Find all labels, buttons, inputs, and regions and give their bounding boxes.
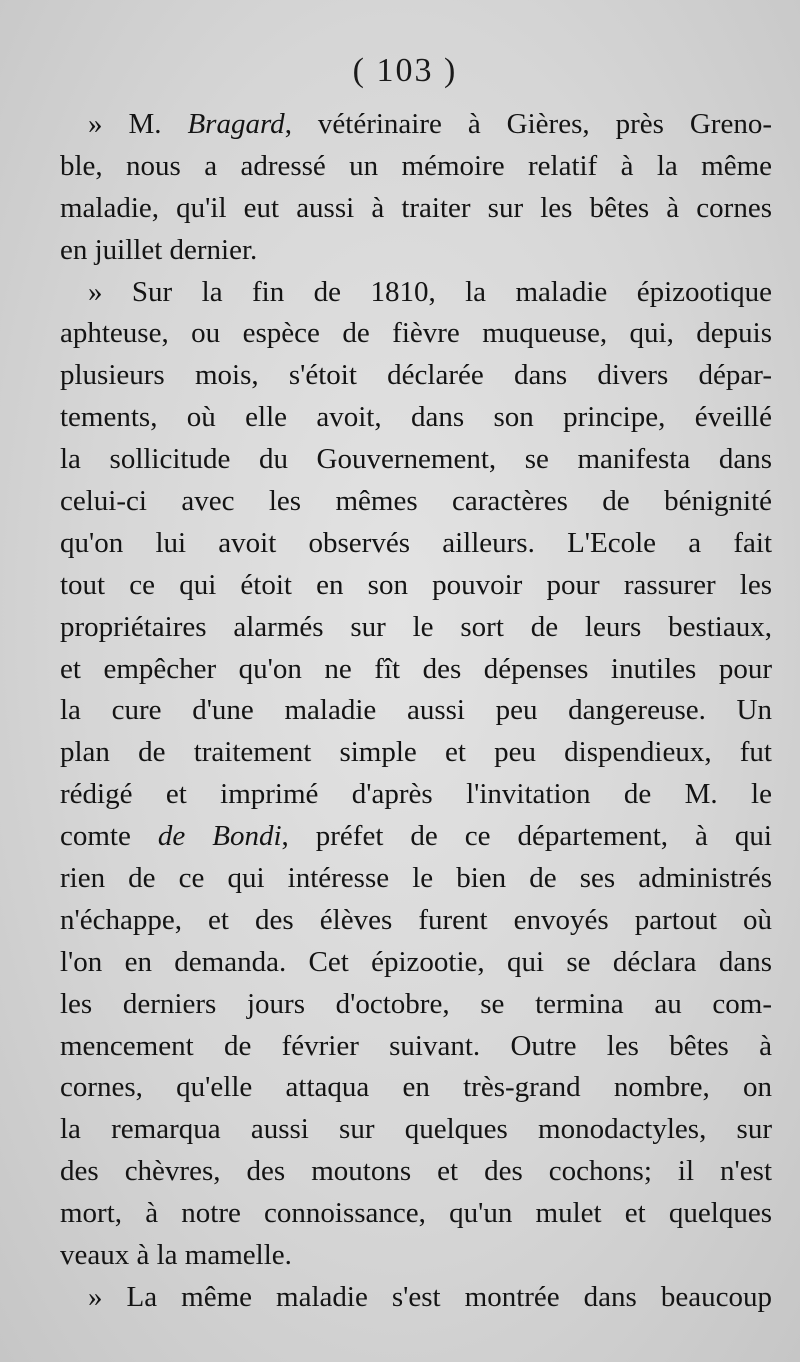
text-line: [60, 523, 772, 565]
text-line-segment: comte: [60, 820, 158, 853]
text-line-segment: mort, à notre connoissance, qu'un mulet et quelques: [60, 1197, 772, 1230]
text-line-segment: la sollicitude du Gouvernement, se manifesta dans: [60, 443, 772, 476]
text-line: [60, 272, 772, 314]
text-line-segment: » M.: [88, 108, 188, 140]
text-line: [60, 313, 772, 355]
text-line: [60, 858, 772, 900]
text-line-segment: l'on en demanda. Cet épizootie, qui se déclara dans: [60, 945, 772, 978]
text-line-segment: rien de ce qui intéresse le bien de ses administrés: [60, 862, 772, 895]
text-line-segment: rédigé et imprimé d'après l'invitation de M. le: [60, 778, 772, 811]
text-line-segment: celui-ci avec les mêmes caractères de bénignité: [60, 485, 772, 518]
text-line: [60, 230, 772, 272]
text-line: [60, 984, 772, 1026]
text-line: [60, 1193, 772, 1235]
text-line: [60, 1151, 772, 1193]
text-line-segment: aphteuse, ou espèce de fièvre muqueuse, qui, depuis: [60, 317, 772, 350]
text-line: [60, 565, 772, 607]
text-line-segment: des chèvres, des moutons et des cochons; il n'est: [60, 1155, 772, 1188]
text-line: [60, 942, 772, 984]
text-line: [60, 900, 772, 942]
text-line: [60, 188, 772, 230]
text-line: [60, 1235, 772, 1277]
text-line-segment: , préfet de ce département, à qui: [281, 820, 772, 853]
body-text: [60, 104, 772, 1319]
text-line-segment: , vétérinaire à Gières, près Greno-: [284, 108, 772, 140]
text-line-segment: » Sur la fin de 1810, la maladie épizootique: [88, 275, 772, 308]
text-line-segment: tout ce qui étoit en son pouvoir pour rassurer les: [60, 568, 772, 601]
text-line: [60, 816, 772, 858]
text-line-segment: n'échappe, et des élèves furent envoyés partout où: [60, 903, 772, 936]
text-line: [60, 397, 772, 439]
text-line: [60, 104, 772, 146]
text-line: [60, 607, 772, 649]
italic-name: de Bondi: [157, 820, 282, 853]
text-line-segment: cornes, qu'elle attaqua en très-grand nombre, on: [60, 1071, 772, 1104]
text-line: [60, 1026, 772, 1068]
text-line: [60, 1067, 772, 1109]
text-line: [60, 732, 772, 774]
text-line: [60, 690, 772, 732]
text-line: [60, 774, 772, 816]
text-line: [60, 1109, 772, 1151]
text-line-segment: propriétaires alarmés sur le sort de leurs bestiaux,: [60, 610, 772, 643]
italic-name: Bragard: [187, 108, 285, 140]
text-line-segment: plan de traitement simple et peu dispendieux, fut: [60, 736, 772, 769]
text-line-segment: maladie, qu'il eut aussi à traiter sur les bêtes à cornes: [60, 191, 772, 224]
text-line-segment: mencement de février suivant. Outre les bêtes à: [60, 1029, 772, 1062]
text-line-segment: qu'on lui avoit observés ailleurs. L'Ecole a fait: [60, 526, 772, 559]
text-line: [60, 439, 772, 481]
text-line-segment: plusieurs mois, s'étoit déclarée dans divers dépar-: [60, 359, 772, 392]
text-line: [60, 1277, 772, 1319]
text-line-segment: la remarqua aussi sur quelques monodactyles, sur: [60, 1113, 772, 1146]
text-line-segment: la cure d'une maladie aussi peu dangereuse. Un: [60, 694, 772, 727]
text-line-segment: ble, nous a adressé un mémoire relatif à la même: [60, 149, 772, 182]
text-line: [60, 481, 772, 523]
text-line-segment: » La même maladie s'est montrée dans beaucoup: [88, 1280, 772, 1313]
text-line-segment: tements, où elle avoit, dans son principe, éveillé: [60, 401, 772, 434]
text-line-segment: et empêcher qu'on ne fît des dépenses inutiles pour: [60, 652, 772, 685]
page-number: ( 103 ): [352, 52, 458, 89]
text-line-segment: en juillet dernier.: [60, 233, 258, 266]
text-line-segment: les derniers jours d'octobre, se termina au com-: [60, 987, 772, 1020]
text-line: [60, 355, 772, 397]
text-line: [60, 146, 772, 188]
text-line-segment: veaux à la mamelle.: [60, 1239, 292, 1272]
text-line: [60, 649, 772, 691]
